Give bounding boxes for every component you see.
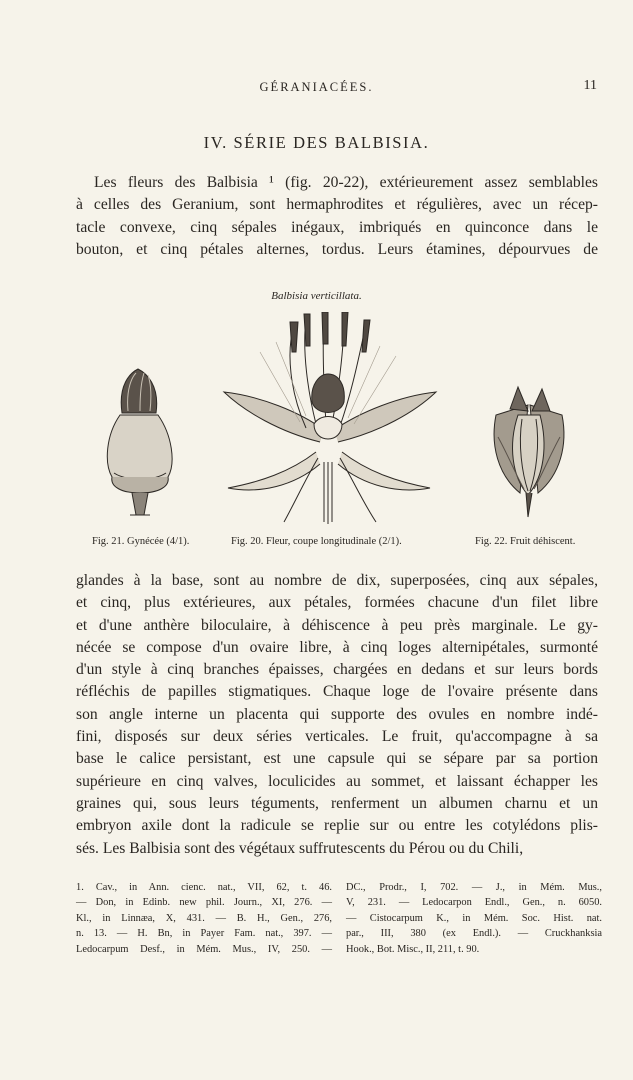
footnote-line: Ledocarpum Desf., in Mém. Mus., IV, 250. — (76, 943, 332, 955)
text-line: et d'une anthère biloculaire, à déhiscence à peu près marginale. Le gy- (76, 616, 598, 634)
fig22-caption: Fig. 22. Fruit déhiscent. (475, 536, 576, 547)
text-line: glandes à la base, sont au nombre de dix, superposées, cinq aux sépales, (76, 572, 598, 589)
text-line: sés. Les Balbisia sont des végétaux suffrutescents du Pérou ou du Chili, (76, 839, 524, 857)
text-line: supérieure en cinq valves, loculicides au sommet, et laissant échapper les (76, 772, 598, 790)
fig22-fruit-illustration (488, 385, 570, 525)
text-line: base le calice persistant, est une capsule qui se sépare par sa portion (76, 750, 598, 768)
text-line: tacle convexe, cinq sépales inégaux, imbriqués en quinconce dans le (76, 218, 598, 236)
text-line: bouton, et cinq pétales alternes, tordus. Leurs étamines, dépourvues de (76, 240, 598, 258)
page-number: 11 (583, 78, 597, 93)
footnote-line: n. 13. — H. Bn, in Payer Fam. nat., 397. — (76, 928, 332, 940)
text-line: à celles des Geranium, sont hermaphrodites et régulières, avec un récep- (76, 196, 598, 214)
figure-title: Balbisia verticillata. (271, 290, 362, 302)
running-title: GÉRANIACÉES. (259, 80, 374, 94)
footnotes-left-column (76, 880, 332, 957)
section-title: IV. SÉRIE DES BALBISIA. (203, 133, 430, 152)
footnote-line: DC., Prodr., I, 702. — J., in Mém. Mus., (346, 882, 602, 893)
paragraph-intro (76, 172, 598, 261)
text-line: Les fleurs des Balbisia ¹ (fig. 20-22), extérieurement assez semblables (94, 174, 598, 191)
footnotes-right-column (346, 880, 602, 957)
text-line: fini, disposés sur deux séries verticales. Le fruit, qu'accompagne à sa (76, 728, 598, 746)
fig20-caption: Fig. 20. Fleur, coupe longitudinale (2/1). (231, 536, 402, 547)
footnote-line: Hook., Bot. Misc., II, 211, t. 90. (346, 943, 480, 955)
running-head (0, 78, 633, 98)
fig21-gynoecium-illustration (100, 365, 180, 525)
footnote-line: V, 231. — Ledocarpon Endl., Gen., n. 6050. (346, 897, 602, 909)
paragraph-description (76, 570, 598, 860)
fig21-caption: Fig. 21. Gynécée (4/1). (92, 536, 190, 547)
fig20-flower-section-illustration (220, 312, 440, 527)
text-line: réfléchis de papilles stigmatiques. Chaque loge de l'ovaire présente dans (76, 683, 598, 701)
footnote-line: — Cistocarpum K., in Mém. Soc. Hist. nat. (346, 912, 602, 924)
text-line: graines qui, sous leurs téguments, renferment un albumen charnu et un (76, 794, 598, 812)
footnote-line: — Don, in Edinb. new phil. Journ., XI, 276. — (76, 897, 332, 909)
text-line: nécée se compose d'un ovaire libre, à cinq loges alternipétales, surmonté (76, 638, 598, 656)
footnote-line: 1. Cav., in Ann. cienc. nat., VII, 62, t. 46. (76, 882, 332, 893)
text-line: son angle interne un placenta qui supporte des ovules en nombre indé- (76, 705, 598, 723)
text-line: d'un style à cinq branches épaisses, chargées en dedans et sur leurs bords (76, 661, 598, 679)
text-line: et cinq, plus extérieures, aux pétales, formées chacune d'un filet libre (76, 594, 598, 612)
text-line: embryon axile dont la radicule se replie sur ou entre les cotylédons plis- (76, 817, 598, 835)
footnote-line: par., III, 380 (ex Endl.). — Cruckhanksia (346, 928, 602, 940)
footnote-line: Kl., in Linnæa, X, 431. — B. H., Gen., 276, (76, 912, 332, 924)
